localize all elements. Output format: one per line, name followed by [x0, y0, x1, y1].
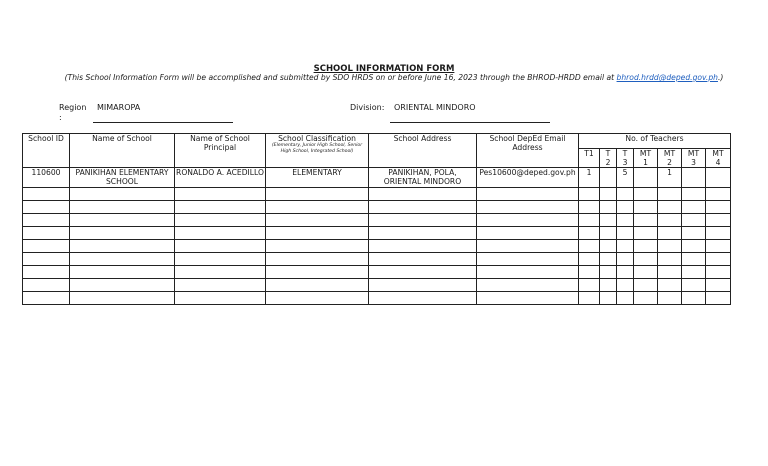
cell-mt2: 1 — [658, 168, 682, 188]
header-mt2-top: MT — [663, 149, 676, 158]
empty-cell — [634, 240, 658, 253]
header-mt1 — [634, 149, 658, 168]
empty-cell — [658, 279, 682, 292]
table-row-empty — [23, 253, 731, 266]
empty-cell — [579, 188, 600, 201]
empty-cell — [70, 253, 175, 266]
cell-email: Pes10600@deped.gov.ph — [477, 168, 579, 188]
empty-cell — [70, 201, 175, 214]
empty-cell — [266, 227, 369, 240]
empty-cell — [600, 201, 617, 214]
header-t2-top: T — [605, 149, 611, 158]
region-underline — [93, 122, 233, 123]
division-value: ORIENTAL MINDORO — [394, 103, 476, 112]
submission-email-link[interactable]: bhrod.hrdd@deped.gov.ph — [616, 73, 718, 82]
header-mt3 — [682, 149, 706, 168]
empty-cell — [617, 227, 634, 240]
header-t1 — [579, 149, 600, 168]
empty-cell — [23, 201, 70, 214]
empty-cell — [617, 188, 634, 201]
empty-cell — [600, 253, 617, 266]
header-t3-top: T — [622, 149, 628, 158]
empty-cell — [579, 240, 600, 253]
empty-cell — [706, 279, 731, 292]
empty-cell — [617, 253, 634, 266]
header-t3 — [617, 149, 634, 168]
empty-cell — [682, 266, 706, 279]
empty-cell — [369, 201, 477, 214]
empty-cell — [706, 227, 731, 240]
empty-cell — [600, 292, 617, 305]
empty-cell — [600, 266, 617, 279]
empty-cell — [266, 201, 369, 214]
empty-cell — [706, 188, 731, 201]
header-mt4-top: MT — [712, 149, 724, 158]
empty-cell — [266, 214, 369, 227]
empty-cell — [70, 214, 175, 227]
empty-cell — [175, 292, 266, 305]
empty-cell — [70, 227, 175, 240]
empty-cell — [175, 227, 266, 240]
empty-cell — [23, 214, 70, 227]
empty-cell — [682, 227, 706, 240]
empty-cell — [175, 240, 266, 253]
header-school-id: School ID — [23, 134, 70, 168]
empty-cell — [706, 240, 731, 253]
empty-cell — [634, 214, 658, 227]
empty-cell — [369, 188, 477, 201]
empty-cell — [266, 292, 369, 305]
empty-cell — [23, 227, 70, 240]
empty-cell — [23, 253, 70, 266]
region-value: MIMAROPA — [97, 103, 141, 112]
header-principal: Name of School Principal — [175, 134, 266, 168]
empty-cell — [634, 227, 658, 240]
table-row-empty — [23, 227, 731, 240]
empty-cell — [658, 201, 682, 214]
header-mt2 — [658, 149, 682, 168]
header-mt1-top: MT — [639, 149, 652, 158]
region-colon: : — [59, 113, 62, 122]
header-mt1-bottom: 1 — [643, 158, 648, 167]
empty-cell — [369, 227, 477, 240]
empty-cell — [23, 292, 70, 305]
cell-t3: 5 — [617, 168, 634, 188]
empty-cell — [706, 214, 731, 227]
empty-cell — [369, 266, 477, 279]
empty-cell — [706, 201, 731, 214]
empty-cell — [579, 279, 600, 292]
empty-cell — [70, 188, 175, 201]
empty-cell — [658, 240, 682, 253]
empty-cell — [70, 292, 175, 305]
empty-cell — [617, 292, 634, 305]
empty-cell — [579, 253, 600, 266]
cell-school-id: 110600 — [23, 168, 70, 188]
empty-cell — [175, 201, 266, 214]
empty-cell — [477, 188, 579, 201]
table-row-empty — [23, 240, 731, 253]
header-mt4 — [706, 149, 731, 168]
empty-cell — [706, 253, 731, 266]
empty-cell — [175, 214, 266, 227]
empty-cell — [369, 292, 477, 305]
empty-cell — [579, 266, 600, 279]
empty-cell — [477, 279, 579, 292]
region-label — [59, 103, 86, 123]
empty-cell — [369, 214, 477, 227]
empty-cell — [266, 240, 369, 253]
empty-cell — [634, 253, 658, 266]
empty-cell — [634, 266, 658, 279]
header-mt3-bottom: 3 — [691, 158, 696, 167]
empty-cell — [617, 279, 634, 292]
header-no-of-teachers: No. of Teachers — [579, 134, 731, 149]
empty-cell — [579, 201, 600, 214]
header-mt3-top: MT — [687, 149, 700, 158]
empty-cell — [175, 253, 266, 266]
header-mt4-bottom: 4 — [715, 158, 721, 167]
region-label-text: Region — [59, 103, 87, 112]
empty-cell — [634, 292, 658, 305]
empty-cell — [706, 292, 731, 305]
cell-t2 — [600, 168, 617, 188]
empty-cell — [477, 240, 579, 253]
empty-cell — [70, 240, 175, 253]
empty-cell — [266, 266, 369, 279]
empty-cell — [477, 292, 579, 305]
cell-classification: ELEMENTARY — [266, 168, 369, 188]
empty-cell — [706, 266, 731, 279]
empty-cell — [682, 279, 706, 292]
header-email: School DepEd Email Address — [477, 134, 579, 168]
empty-cell — [175, 188, 266, 201]
cell-mt4 — [706, 168, 731, 188]
header-classification — [266, 134, 369, 168]
empty-cell — [23, 188, 70, 201]
division-label: Division: — [350, 103, 385, 112]
empty-cell — [617, 266, 634, 279]
table-row-empty — [23, 214, 731, 227]
empty-cell — [617, 240, 634, 253]
header-t2 — [600, 149, 617, 168]
cell-mt1 — [634, 168, 658, 188]
header-classification-label: School Classification — [278, 134, 356, 143]
table-header-row — [23, 134, 731, 149]
empty-cell — [266, 279, 369, 292]
empty-cell — [600, 279, 617, 292]
empty-cell — [682, 292, 706, 305]
empty-cell — [477, 253, 579, 266]
empty-cell — [658, 214, 682, 227]
table-row-empty — [23, 279, 731, 292]
table-row-empty — [23, 292, 731, 305]
division-underline — [390, 122, 550, 123]
empty-cell — [682, 214, 706, 227]
table-row — [23, 168, 731, 188]
cell-mt3 — [682, 168, 706, 188]
empty-cell — [682, 240, 706, 253]
empty-cell — [477, 227, 579, 240]
instructions-text: (This School Information Form will be accomplished and submitted by SDO HRDS on or before June 16, 2023 through the BHROD-HRDD email at — [64, 73, 615, 82]
empty-cell — [175, 279, 266, 292]
empty-cell — [658, 188, 682, 201]
empty-cell — [477, 214, 579, 227]
empty-cell — [477, 266, 579, 279]
empty-cell — [634, 188, 658, 201]
table-row-empty — [23, 201, 731, 214]
empty-cell — [600, 188, 617, 201]
empty-cell — [23, 240, 70, 253]
empty-cell — [682, 253, 706, 266]
empty-cell — [369, 240, 477, 253]
empty-cell — [369, 279, 477, 292]
empty-cell — [658, 266, 682, 279]
header-t3-bottom: 3 — [622, 158, 628, 167]
header-t1-top: T1 — [584, 149, 594, 158]
header-mt2-bottom: 2 — [667, 158, 672, 167]
empty-cell — [617, 201, 634, 214]
header-classification-note: (Elementary, Junior High School, Senior High School, Integrated School) — [271, 143, 363, 154]
header-t2-bottom: 2 — [605, 158, 611, 167]
empty-cell — [658, 227, 682, 240]
empty-cell — [634, 201, 658, 214]
cell-school-name: PANIKIHAN ELEMENTARY SCHOOL — [70, 168, 175, 188]
cell-t1: 1 — [579, 168, 600, 188]
empty-cell — [658, 292, 682, 305]
empty-cell — [579, 292, 600, 305]
empty-cell — [658, 253, 682, 266]
instructions-end: .) — [717, 73, 724, 82]
empty-cell — [477, 201, 579, 214]
empty-cell — [634, 279, 658, 292]
empty-cell — [579, 214, 600, 227]
table-row-empty — [23, 188, 731, 201]
empty-cell — [600, 214, 617, 227]
header-address: School Address — [369, 134, 477, 168]
header-school-name: Name of School — [70, 134, 175, 168]
empty-cell — [23, 279, 70, 292]
table-row-empty — [23, 266, 731, 279]
cell-address: PANIKIHAN, POLA, ORIENTAL MINDORO — [369, 168, 477, 188]
empty-cell — [70, 266, 175, 279]
blank-rows — [23, 188, 731, 305]
empty-cell — [600, 240, 617, 253]
empty-cell — [70, 279, 175, 292]
empty-cell — [23, 266, 70, 279]
empty-cell — [266, 188, 369, 201]
form-instructions — [60, 73, 728, 83]
empty-cell — [579, 227, 600, 240]
empty-cell — [369, 253, 477, 266]
cell-principal: RONALDO A. ACEDILLO — [175, 168, 266, 188]
empty-cell — [175, 266, 266, 279]
form-title: SCHOOL INFORMATION FORM — [313, 64, 455, 74]
empty-cell — [600, 227, 617, 240]
empty-cell — [682, 201, 706, 214]
empty-cell — [682, 188, 706, 201]
empty-cell — [266, 253, 369, 266]
school-information-table — [22, 133, 731, 305]
empty-cell — [617, 214, 634, 227]
